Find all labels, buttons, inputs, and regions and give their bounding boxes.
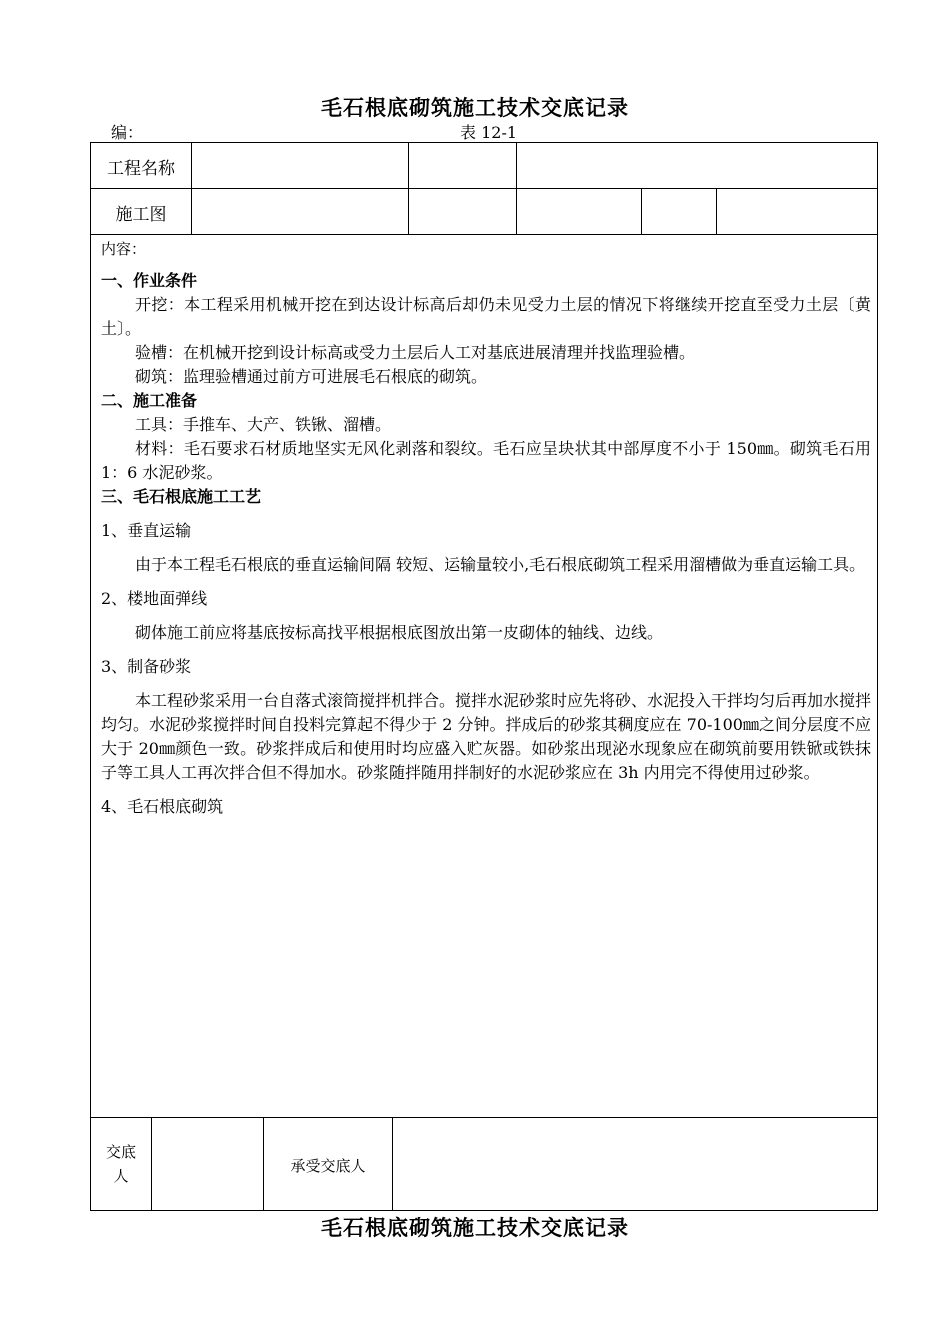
- paragraph: 验槽：在机械开挖到设计标高或受力土层后人工对基底进展清理并找监理验槽。: [135, 343, 696, 362]
- paragraph: 工具：手推车、大产、铁锹、溜槽。: [135, 415, 392, 434]
- row-divider: [90, 234, 878, 235]
- column-divider: [641, 188, 642, 234]
- bottom-title: 毛石根底砌筑施工技术交底记录: [321, 1216, 629, 1240]
- section-heading: 三、毛石根底施工工艺: [101, 487, 262, 506]
- document-title: 毛石根底砌筑施工技术交底记录: [321, 96, 629, 120]
- content-body: [101, 269, 871, 819]
- row-divider: [90, 1117, 878, 1118]
- project-name-label: 工程名称: [107, 159, 175, 179]
- subsection-title: 2、楼地面弹线: [101, 589, 208, 608]
- subsection-text: 由于本工程毛石根底的垂直运输间隔 较短、运输量较小,毛石根底砌筑工程采用溜槽做为垂直运输工具。: [135, 555, 866, 574]
- subsection-text: 本工程砂浆采用一台自落式滚筒搅拌机拌合。搅拌水泥砂浆时应先将砂、水泥投入干拌均匀后再加水搅拌均匀。水泥砂浆搅拌时间自投料完算起不得少于 2 分钟。拌成后的砂浆其稠度应在 70-100㎜之间分层度不应大于 20㎜颜色一致。砂浆拌成后和使用时均应盛入贮灰器。如砂浆出现泌水现象应在砌筑前要用铁锨或铁抹子等工具人工再次拌合但不得加水。砂浆随拌随用拌制好的水泥砂浆应在 3h 内用完不得使用过砂浆。: [101, 691, 872, 782]
- paragraph: 开挖：本工程采用机械开挖在到达设计标高后却仍未见受力土层的情况下将继续开挖直至受力土层〔黄土〕。: [101, 295, 871, 338]
- table-number: 表 12-1: [460, 123, 518, 142]
- bian-label: 编：: [111, 123, 144, 142]
- handover-person-label: 交底人: [105, 1143, 136, 1185]
- column-divider: [392, 1117, 393, 1211]
- paragraph: 材料：毛石要求石材质地坚实无风化剥落和裂纹。毛石应呈块状其中部厚度不小于 150㎜。砌筑毛石用 1：6 水泥砂浆。: [101, 439, 871, 482]
- column-divider: [516, 142, 517, 234]
- content-label: 内容：: [101, 240, 147, 258]
- subsection-title: 1、垂直运输: [101, 521, 192, 540]
- row-divider: [90, 188, 878, 189]
- subsection-title: 3、制备砂浆: [101, 657, 192, 676]
- column-divider: [191, 142, 192, 234]
- column-divider: [151, 1117, 152, 1211]
- subsection-text: 砌体施工前应将基底按标高找平根据根底图放出第一皮砌体的轴线、边线。: [135, 623, 664, 642]
- paragraph: 砌筑：监理验槽通过前方可进展毛石根底的砌筑。: [135, 367, 488, 386]
- column-divider: [716, 188, 717, 234]
- section-heading: 二、施工准备: [101, 391, 198, 410]
- drawing-label: 施工图: [115, 205, 167, 225]
- column-divider: [408, 142, 409, 234]
- receiver-label: 承受交底人: [290, 1157, 366, 1175]
- subsection-title: 4、毛石根底砌筑: [101, 797, 224, 816]
- section-heading: 一、作业条件: [101, 271, 198, 290]
